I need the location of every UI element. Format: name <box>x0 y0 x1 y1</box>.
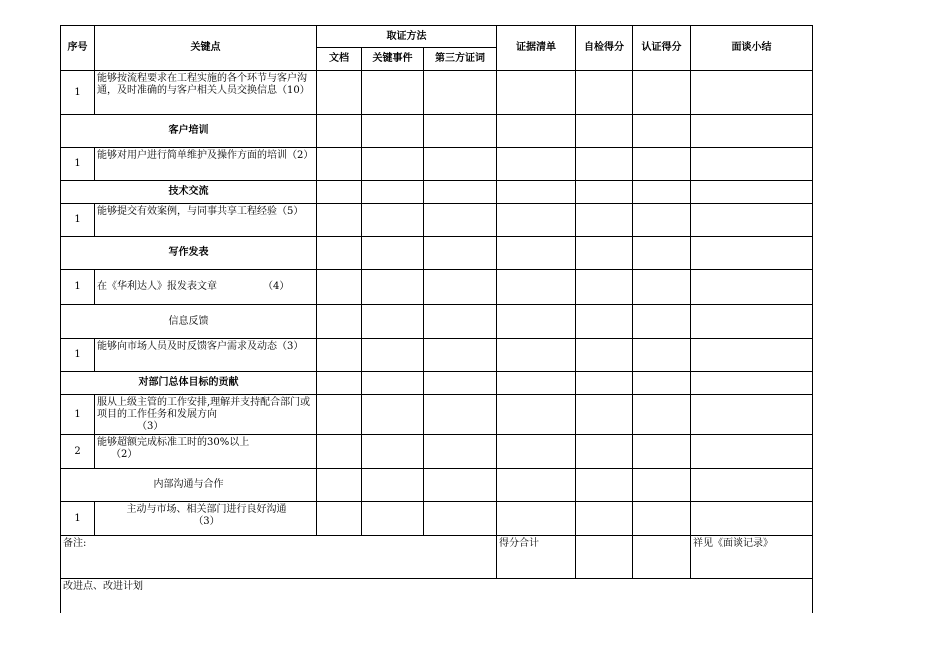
cell[interactable] <box>633 71 691 115</box>
key-point-text[interactable] <box>95 395 317 435</box>
cell[interactable] <box>362 115 424 148</box>
cell[interactable] <box>691 237 813 270</box>
cell[interactable] <box>576 395 633 435</box>
section-row <box>61 469 813 502</box>
cell[interactable] <box>424 502 497 536</box>
key-point-text[interactable] <box>95 435 317 469</box>
key-point-score: （3） <box>193 516 220 527</box>
cell[interactable] <box>362 339 424 372</box>
header-key-event: 关键事件 <box>362 48 424 71</box>
key-point-text[interactable] <box>95 502 317 536</box>
cell[interactable] <box>317 372 362 395</box>
cell[interactable] <box>362 148 424 181</box>
cell[interactable] <box>317 71 362 115</box>
section-title: 内部沟通与合作 <box>61 469 317 502</box>
cell[interactable] <box>691 115 813 148</box>
cell[interactable] <box>691 339 813 372</box>
cell[interactable] <box>633 435 691 469</box>
cell[interactable] <box>362 270 424 305</box>
key-point-text[interactable]: 能够按流程要求在工程实施的各个环节与客户沟通，及时准确的与客户相关人员交换信息（10） <box>95 71 317 115</box>
cell[interactable] <box>424 435 497 469</box>
section-title: 客户培训 <box>61 115 317 148</box>
cell[interactable] <box>362 372 424 395</box>
cell[interactable] <box>317 435 362 469</box>
table-row <box>61 339 813 372</box>
cell[interactable] <box>576 237 633 270</box>
row-no: 1 <box>61 502 95 536</box>
cell[interactable] <box>576 502 633 536</box>
cell[interactable] <box>317 270 362 305</box>
section-row <box>61 237 813 270</box>
section-title: 写作发表 <box>61 237 317 270</box>
cell[interactable] <box>497 372 576 395</box>
row-no: 2 <box>61 435 95 469</box>
cell[interactable] <box>497 395 576 435</box>
header-evidence-list: 证据清单 <box>497 26 576 71</box>
header-cert-score: 认证得分 <box>633 26 691 71</box>
key-point-text[interactable] <box>95 270 317 305</box>
key-point-text[interactable]: 能够向市场人员及时反馈客户需求及动态（3） <box>95 339 317 372</box>
cell[interactable] <box>317 339 362 372</box>
cell[interactable] <box>576 305 633 339</box>
cell[interactable] <box>497 305 576 339</box>
cell[interactable] <box>576 339 633 372</box>
row-no: 1 <box>61 339 95 372</box>
cell[interactable] <box>576 435 633 469</box>
cell[interactable] <box>362 502 424 536</box>
cell[interactable] <box>576 71 633 115</box>
cell[interactable] <box>362 181 424 204</box>
header-self-score: 自检得分 <box>576 26 633 71</box>
cell[interactable] <box>362 469 424 502</box>
header-evidence-method: 取证方法 <box>317 26 497 48</box>
cell[interactable] <box>362 305 424 339</box>
cell[interactable] <box>362 71 424 115</box>
improvement-cell[interactable]: 改进点、改进计划 <box>61 579 813 613</box>
cell[interactable] <box>633 469 691 502</box>
key-point-text[interactable]: 能够提交有效案例，与同事共享工程经验（5） <box>95 204 317 237</box>
row-no: 1 <box>61 270 95 305</box>
header-doc: 文档 <box>317 48 362 71</box>
table-row <box>61 148 813 181</box>
row-no: 1 <box>61 395 95 435</box>
header-interview: 面谈小结 <box>691 26 813 71</box>
cell[interactable] <box>691 270 813 305</box>
header-key-point: 关键点 <box>95 26 317 71</box>
remarks-cell[interactable]: 备注: <box>61 536 497 579</box>
cell[interactable] <box>497 237 576 270</box>
cell[interactable] <box>424 237 497 270</box>
cell[interactable] <box>317 181 362 204</box>
section-row <box>61 305 813 339</box>
key-point-score: （3） <box>137 421 164 432</box>
key-point-text-main: 在《华利达人》报发表文章 <box>97 281 217 292</box>
key-point-score: （2） <box>111 449 138 460</box>
cell[interactable] <box>317 469 362 502</box>
cell[interactable] <box>497 71 576 115</box>
cell[interactable] <box>497 469 576 502</box>
cell[interactable] <box>633 372 691 395</box>
cell[interactable] <box>691 71 813 115</box>
cell[interactable] <box>317 395 362 435</box>
table-row <box>61 204 813 237</box>
cell[interactable] <box>317 305 362 339</box>
cell[interactable] <box>362 395 424 435</box>
self-score-total[interactable] <box>576 536 633 579</box>
cell[interactable] <box>691 204 813 237</box>
cell[interactable] <box>633 204 691 237</box>
cell[interactable] <box>633 115 691 148</box>
cell[interactable] <box>424 115 497 148</box>
cell[interactable] <box>633 181 691 204</box>
section-title: 信息反馈 <box>61 305 317 339</box>
table-row <box>61 435 813 469</box>
section-row <box>61 372 813 395</box>
cell[interactable] <box>424 339 497 372</box>
cell[interactable] <box>424 305 497 339</box>
footer-row <box>61 536 813 579</box>
cell[interactable] <box>691 502 813 536</box>
table-row <box>61 395 813 435</box>
section-row <box>61 181 813 204</box>
cell[interactable] <box>424 469 497 502</box>
row-no: 1 <box>61 148 95 181</box>
cell[interactable] <box>576 469 633 502</box>
cell[interactable] <box>691 469 813 502</box>
table-row <box>61 502 813 536</box>
cell[interactable] <box>691 305 813 339</box>
table-row <box>61 71 813 115</box>
cell[interactable] <box>424 204 497 237</box>
cell[interactable] <box>497 115 576 148</box>
cell[interactable] <box>497 502 576 536</box>
section-title: 技术交流 <box>61 181 317 204</box>
cell[interactable] <box>317 204 362 237</box>
key-point-score: （4） <box>263 281 290 292</box>
section-title: 对部门总体目标的贡献 <box>61 372 317 395</box>
key-point-text[interactable]: 能够对用户进行简单维护及操作方面的培训（2） <box>95 148 317 181</box>
cell[interactable] <box>317 148 362 181</box>
cell[interactable] <box>633 270 691 305</box>
row-no: 1 <box>61 204 95 237</box>
cell[interactable] <box>576 372 633 395</box>
cell[interactable] <box>633 395 691 435</box>
cell[interactable] <box>633 237 691 270</box>
cell[interactable] <box>576 115 633 148</box>
see-record-note: 祥见《面谈记录》 <box>691 536 813 579</box>
evaluation-table <box>60 25 813 613</box>
row-no: 1 <box>61 71 95 115</box>
cell[interactable] <box>691 395 813 435</box>
key-point-text-main: 主动与市场、相关部门进行良好沟通 <box>126 504 287 515</box>
cell[interactable] <box>633 502 691 536</box>
score-total-label: 得分合计 <box>497 536 576 579</box>
header-third-party: 第三方证词 <box>424 48 497 71</box>
cell[interactable] <box>317 115 362 148</box>
cell[interactable] <box>691 372 813 395</box>
cell[interactable] <box>633 305 691 339</box>
header-no: 序号 <box>61 26 95 71</box>
cell[interactable] <box>362 435 424 469</box>
section-row <box>61 115 813 148</box>
cell[interactable] <box>362 204 424 237</box>
key-point-text-main: 能够超额完成标准工时的30%以上 <box>97 437 250 448</box>
cell[interactable] <box>576 148 633 181</box>
cell[interactable] <box>633 148 691 181</box>
cell[interactable] <box>424 372 497 395</box>
cell[interactable] <box>497 204 576 237</box>
cell[interactable] <box>497 435 576 469</box>
cert-score-total[interactable] <box>633 536 691 579</box>
cell[interactable] <box>576 204 633 237</box>
cell[interactable] <box>576 270 633 305</box>
cell[interactable] <box>317 237 362 270</box>
table-row <box>61 270 813 305</box>
cell[interactable] <box>497 339 576 372</box>
cell[interactable] <box>317 502 362 536</box>
cell[interactable] <box>691 435 813 469</box>
cell[interactable] <box>633 339 691 372</box>
cell[interactable] <box>362 237 424 270</box>
cell[interactable] <box>497 148 576 181</box>
footer-row <box>61 579 813 613</box>
cell[interactable] <box>576 181 633 204</box>
cell[interactable] <box>424 270 497 305</box>
cell[interactable] <box>691 148 813 181</box>
key-point-text-main: 服从上级主管的工作安排,理解并支持配合部门或项目的工作任务和发展方向 <box>97 397 311 420</box>
cell[interactable] <box>424 395 497 435</box>
cell[interactable] <box>497 181 576 204</box>
cell[interactable] <box>424 71 497 115</box>
cell[interactable] <box>497 270 576 305</box>
cell[interactable] <box>691 181 813 204</box>
cell[interactable] <box>424 148 497 181</box>
cell[interactable] <box>424 181 497 204</box>
